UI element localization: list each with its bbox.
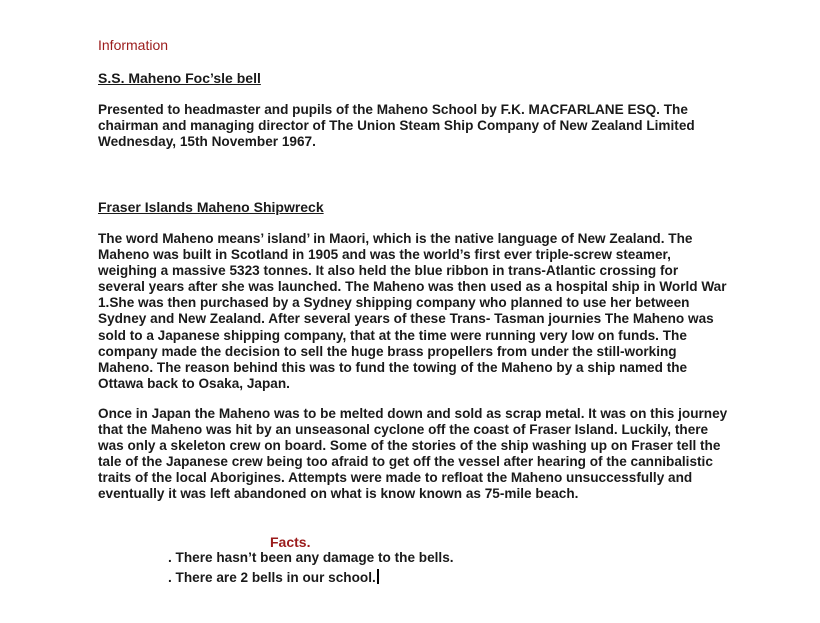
fact-item: . There hasn’t been any damage to the bells. <box>168 550 454 565</box>
fact-item-text: . There are 2 bells in our school. <box>168 570 376 585</box>
bell-title: S.S. Maheno Foc’sle bell <box>98 70 261 86</box>
history-paragraph-2: Once in Japan the Maheno was to be melted down and sold as scrap metal. It was on this journey that the Maheno was hit by an unseasonal cyclone off the coast of Fraser Island. Luckily, there was only a skeleton crew on board. Some of the stories of the ship washing up on Fraser tell the tale of the Japanese crew being too afraid to get off the vessel after hearing of the cannibalistic traits of the local Aborigines. Attempts were made to refloat the Maheno unsuccessfully and eventually it was left abandoned on what is know known as 75-mile beach. <box>98 406 728 502</box>
history-paragraph-1: The word Maheno means’ island’ in Maori, which is the native language of New Zealand. The Maheno was built in Scotland in 1905 and was the world’s first ever triple-screw steamer, weighing a massive 5323 tonnes. It also held the blue ribbon in trans-Atlantic crossing for several years after she was launched. The Maheno was then used as a hospital ship in World War 1.She was then purchased by a Sydney shipping company who planned to use her between Sydney and New Zealand. After several years of these Trans- Tasman journies The Maheno was sold to a Japanese shipping company, that at the time were running very low on funds. The company made the decision to sell the huge brass propellers from under the still-working Maheno. The reason behind this was to fund the towing of the Maheno by a ship named the Ottawa back to Osaka, Japan. <box>98 231 727 391</box>
facts-title: Facts. <box>270 534 311 550</box>
fact-item-last[interactable] <box>168 569 379 585</box>
presentation-paragraph: Presented to headmaster and pupils of the Maheno School by F.K. MACFARLANE ESQ. The chairman and managing director of The Union Steam Ship Company of New Zealand Limited Wednesday, 15th November 1967. <box>98 102 695 150</box>
text-cursor <box>377 569 379 584</box>
shipwreck-title: Fraser Islands Maheno Shipwreck <box>98 199 324 215</box>
section-label: Information <box>98 37 169 53</box>
